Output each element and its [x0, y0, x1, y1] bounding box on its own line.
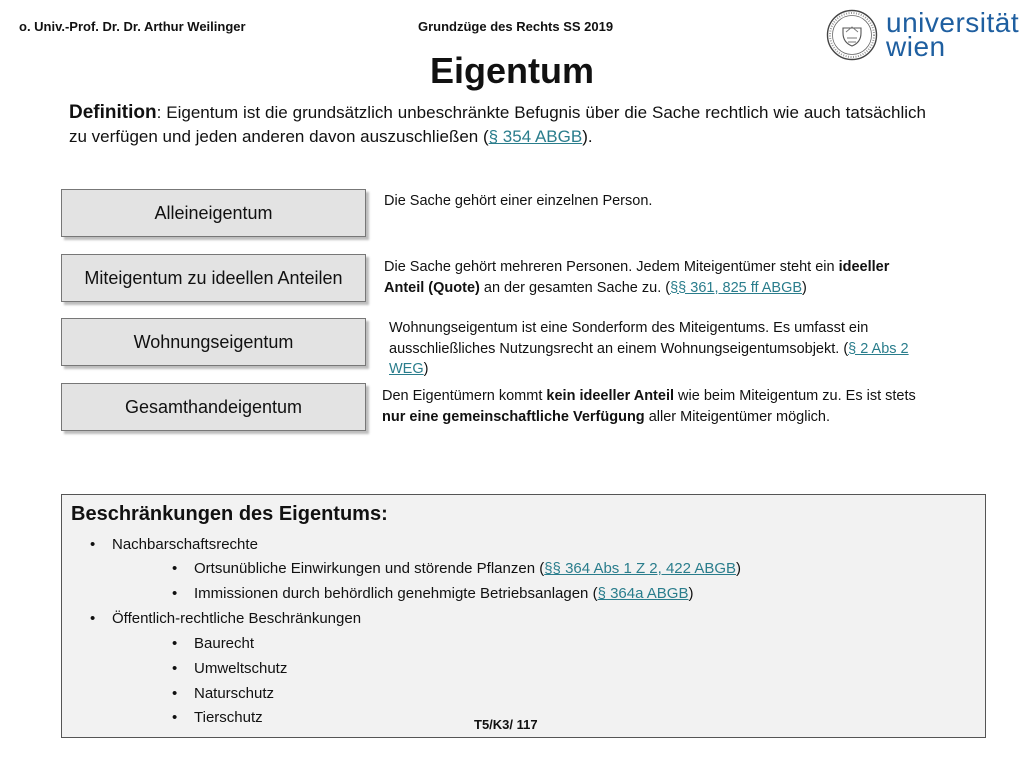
course-header: Grundzüge des Rechts SS 2019	[418, 19, 614, 34]
list-item-text: Ortsunübliche Einwirkungen und störende Pflanzen (	[194, 560, 545, 577]
list-item	[172, 635, 254, 652]
list-item-end: )	[736, 560, 742, 577]
gesamthand-desc-part: wie beim Miteigentum zu. Es ist stets	[674, 388, 916, 404]
page-title: Eigentum	[429, 50, 594, 91]
logo-word-wien: wien	[886, 31, 946, 62]
bullet-icon: •	[90, 536, 96, 553]
alleineigentum-description: Die Sache gehört einer einzelnen Person.	[384, 193, 653, 209]
wohnungseigentum-desc-part: Wohnungseigentum ist eine Sonderform des Miteigentums. Es umfasst ein ausschließliches Nutzungsrecht an einem Wohnungseigentumsobjekt. (	[389, 320, 869, 357]
gesamthand-desc-bold: nur eine gemeinschaftliche Verfügung	[382, 408, 645, 425]
bullet-icon: •	[172, 560, 178, 577]
abgb-364-422-link[interactable]: §§ 364 Abs 1 Z 2, 422 ABGB	[544, 560, 737, 577]
list-item	[90, 610, 361, 627]
wohnungseigentum-desc-end: )	[423, 361, 429, 377]
bullet-icon: •	[172, 685, 178, 702]
list-item	[172, 585, 693, 602]
wohnungseigentum-description	[389, 318, 949, 380]
definition-text: : Eigentum ist die grundsätzlich unbeschränkte Befugnis über die Sache rechtlich wie auch tatsächlich zu verfügen und jeden anderen davon auszuschließen (	[69, 103, 926, 146]
list-item-end: )	[688, 585, 694, 602]
bullet-icon: •	[172, 585, 178, 602]
gesamthand-desc-end: aller Miteigentümer möglich.	[644, 408, 831, 425]
definition-end: ).	[582, 127, 593, 146]
list-item	[172, 660, 287, 677]
weg-2-link[interactable]: § 2 Abs 2 WEG	[389, 340, 909, 377]
definition-paragraph	[69, 101, 926, 149]
author-header: o. Univ.-Prof. Dr. Dr. Arthur Weilinger	[19, 19, 246, 34]
list-item-text: Tierschutz	[194, 709, 263, 726]
page-number: T5/K3/ 117	[474, 717, 538, 732]
miteigentum-desc-end: )	[802, 279, 807, 296]
bullet-icon: •	[172, 660, 178, 677]
restrictions-title: Beschränkungen des Eigentums:	[71, 503, 388, 525]
alleineigentum-box: Alleineigentum	[61, 189, 366, 237]
list-item-text: Naturschutz	[194, 685, 275, 702]
abgb-361-825-link[interactable]: §§ 361, 825 ff ABGB	[670, 279, 803, 296]
logo-word-universitat: universität	[886, 7, 1020, 38]
list-item	[172, 560, 741, 577]
list-item-text: Nachbarschaftsrechte	[112, 536, 258, 553]
list-item-text: Öffentlich-rechtliche Beschränkungen	[112, 610, 362, 627]
bullet-icon: •	[90, 610, 96, 627]
miteigentum-box: Miteigentum zu ideellen Anteilen	[61, 254, 366, 302]
miteigentum-description	[384, 257, 924, 298]
gesamthand-desc-bold: kein ideeller Anteil	[546, 388, 674, 404]
gesamthandeigentum-box: Gesamthandeigentum	[61, 383, 366, 431]
list-item-text: Umweltschutz	[194, 660, 288, 677]
list-item	[90, 536, 258, 553]
bullet-icon: •	[172, 635, 178, 652]
wohnungseigentum-box: Wohnungseigentum	[61, 318, 366, 366]
list-item	[172, 685, 274, 702]
miteigentum-desc-part: Die Sache gehört mehreren Personen. Jedem Miteigentümer steht ein	[384, 259, 839, 275]
abgb-364a-link[interactable]: § 364a ABGB	[597, 585, 689, 602]
bullet-icon: •	[172, 709, 178, 726]
definition-term: Definition	[69, 102, 157, 123]
miteigentum-desc-bold: ideeller Anteil (Quote)	[384, 259, 890, 296]
gesamthand-desc-part: Den Eigentümern kommt	[382, 388, 547, 404]
list-item-text: Immissionen durch behördlich genehmigte Betriebsanlagen (	[194, 585, 598, 602]
list-item-text: Baurecht	[194, 635, 255, 652]
list-item	[172, 709, 263, 726]
gesamthandeigentum-description	[382, 386, 942, 427]
restrictions-panel	[61, 494, 986, 738]
abgb-354-link[interactable]: § 354 ABGB	[488, 127, 583, 146]
miteigentum-desc-part: an der gesamten Sache zu. (	[479, 279, 671, 296]
